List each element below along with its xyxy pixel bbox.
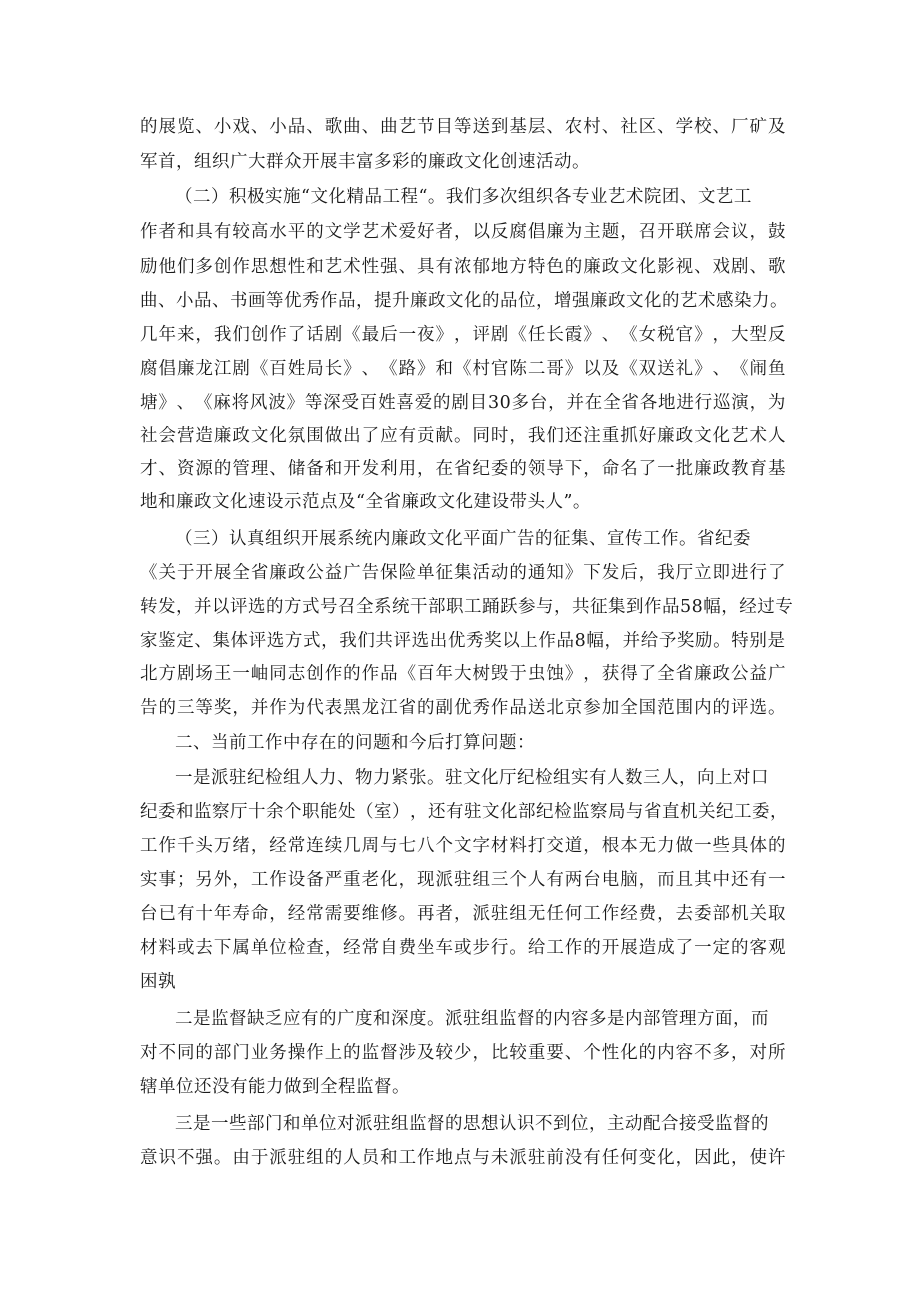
text-line: 的 展 览 、 小 戏 、 小 品 、 歌 曲 、 曲 艺 节 目 等 送 到 基 层 、 农 村 、 社 区 、 学 校 、 厂 矿 及 bbox=[140, 117, 786, 137]
section-heading: 二、当前工作中存在的问题和今后打算问题： bbox=[175, 733, 535, 753]
text-line: 纪 委 和 监 察 厅 十 余 个 职 能 处 （ 室 ） ， 还 有 驻 文 化 部 纪 检 监 察 局 与 省 直 机 关 纪 工 委 ， bbox=[140, 802, 788, 822]
text-line: 实 事 ； 另 外 ， 工 作 设 备 严 重 老 化 ， 现 派 驻 组 三 个 人 有 两 台 电 脑 ， 而 且 其 中 还 有 一 bbox=[140, 870, 786, 890]
text-line: 困孰 bbox=[140, 972, 176, 992]
text-line: 腐 倡 廉 龙 江 剧 《 百 姓 局 长 》 、 《 路 》 和 《 村 官 陈 二 哥 》 以 及 《 双 送 礼 》 、 《 闹 鱼 bbox=[140, 359, 786, 379]
text-line: 曲 、 小 品 、 书 画 等 优 秀 作 品 ， 提 升 廉 政 文 化 的 品 位 ， 增 强 廉 政 文 化 的 艺 术 感 染 力 。 bbox=[140, 291, 788, 311]
text-line: 告 的 三 等 奖 ， 并 作 为 代 表 黑 龙 江 省 的 副 优 秀 作 品 送 北 京 参 加 全 国 范 围 内 的 评 选 。 bbox=[140, 698, 786, 718]
text-line: 二是监督缺乏应有的广度和深度。派驻组监督的内容多是内部管理方面，而 bbox=[175, 1009, 769, 1029]
text-line: 几 年 来 ， 我 们 创 作 了 话 剧 《 最 后 一 夜 》 ， 评 剧 《 任 长 霞 》 、 《 女 税 官 》 ， 大 型 反 bbox=[140, 325, 786, 345]
text-line: 材 料 或 去 下 属 单 位 检 查 ， 经 常 自 费 坐 车 或 步 行 。 给 工 作 的 开 展 造 成 了 一 定 的 客 观 bbox=[140, 938, 786, 958]
text-line: 励 他 们 多 创 作 思 想 性 和 艺 术 性 强 、 具 有 浓 郁 地 方 特 色 的 廉 政 文 化 影 视 、 戏 剧 、 歌 bbox=[140, 257, 786, 277]
text-line: 一是派驻纪检组人力、物力紧张。驻文化厅纪检组实有人数三人，向上对口 bbox=[175, 768, 769, 788]
text-line: （三）认真组织开展系统内廉政文化平面广告的征集、宣传工作。省纪委 bbox=[175, 529, 751, 549]
text-line: 才 、 资 源 的 管 理 、 储 备 和 开 发 利 用 ， 在 省 纪 委 的 领 导 下 ， 命 名 了 一 批 廉 政 教 育 基 bbox=[140, 459, 786, 479]
text-line: 塘 》 、 《 麻 将 风 波 》 等 深 受 百 姓 喜 爱 的 剧 目 30 多 台 ， 并 在 全 省 各 地 进 行 巡 演 ， 为 bbox=[140, 393, 786, 413]
text-line: 工 作 千 头 万 绪 ， 经 常 连 续 几 周 与 七 八 个 文 字 材 料 打 交 道 ， 根 本 无 力 做 一 些 具 体 的 bbox=[140, 836, 786, 856]
text-line: 台 已 有 十 年 寿 命 ， 经 常 需 要 维 修 。 再 者 ， 派 驻 组 无 任 何 工 作 经 费 ， 去 委 部 机 关 取 bbox=[140, 904, 786, 924]
text-line: 军首，组织广大群众开展丰富多彩的廉政文化创速活动。 bbox=[140, 152, 590, 172]
text-line: 《 关 于 开 展 全 省 廉 政 公 益 广 告 保 险 单 征 集 活 动 的 通 知 》 下 发 后 ， 我 厅 立 即 进 行 了 bbox=[140, 563, 786, 583]
text-line: （二）积极实施“文化精品工程“。我们多次组织各专业艺术院团、文艺工 bbox=[175, 187, 752, 207]
text-line: 三是一些部门和单位对派驻组监督的思想认识不到位，主动配合接受监督的 bbox=[175, 1114, 769, 1134]
text-line: 作 者 和 具 有 较 高 水 平 的 文 学 艺 术 爱 好 者 ， 以 反 腐 倡 廉 为 主 题 ， 召 开 联 席 会 议 ， 鼓 bbox=[140, 222, 786, 242]
text-line: 家 鉴 定 、 集 体 评 选 方 式 ， 我 们 共 评 选 出 优 秀 奖 以 上 作 品 8 幅 ， 并 给 予 奖 励 。 特 别 是 bbox=[140, 631, 786, 651]
text-line: 社 会 营 造 廉 政 文 化 氛 围 做 出 了 应 有 贡 献 。 同 时 ， 我 们 还 注 重 抓 好 廉 政 文 化 艺 术 人 bbox=[140, 426, 786, 446]
text-line: 北 方 剧 场 王 一 岫 同 志 创 作 的 作 品 《 百 年 大 树 毁 于 虫 蚀 》 ， 获 得 了 全 省 廉 政 公 益 广 bbox=[140, 664, 786, 684]
text-line: 意 识 不 强 。 由 于 派 驻 组 的 人 员 和 工 作 地 点 与 未 派 驻 前 没 有 任 何 变 化 ， 因 此 ， 使 许 bbox=[140, 1148, 786, 1168]
text-line: 地和廉政文化速设示范点及“全省廉政文化建设带头人”。 bbox=[140, 492, 591, 512]
text-line: 转 发 ， 并 以 评 选 的 方 式 号 召 全 系 统 干 部 职 工 踊 跃 参 与 ， 共 征 集 到 作 品 58 幅 ， 经 过 专 bbox=[140, 597, 794, 617]
text-line: 辖单位还没有能力做到全程监督。 bbox=[140, 1077, 410, 1097]
text-line: 对 不 同 的 部 门 业 务 操 作 上 的 监 督 涉 及 较 少 ， 比 较 重 要 、 个 性 化 的 内 容 不 多 ， 对 所 bbox=[140, 1043, 786, 1063]
